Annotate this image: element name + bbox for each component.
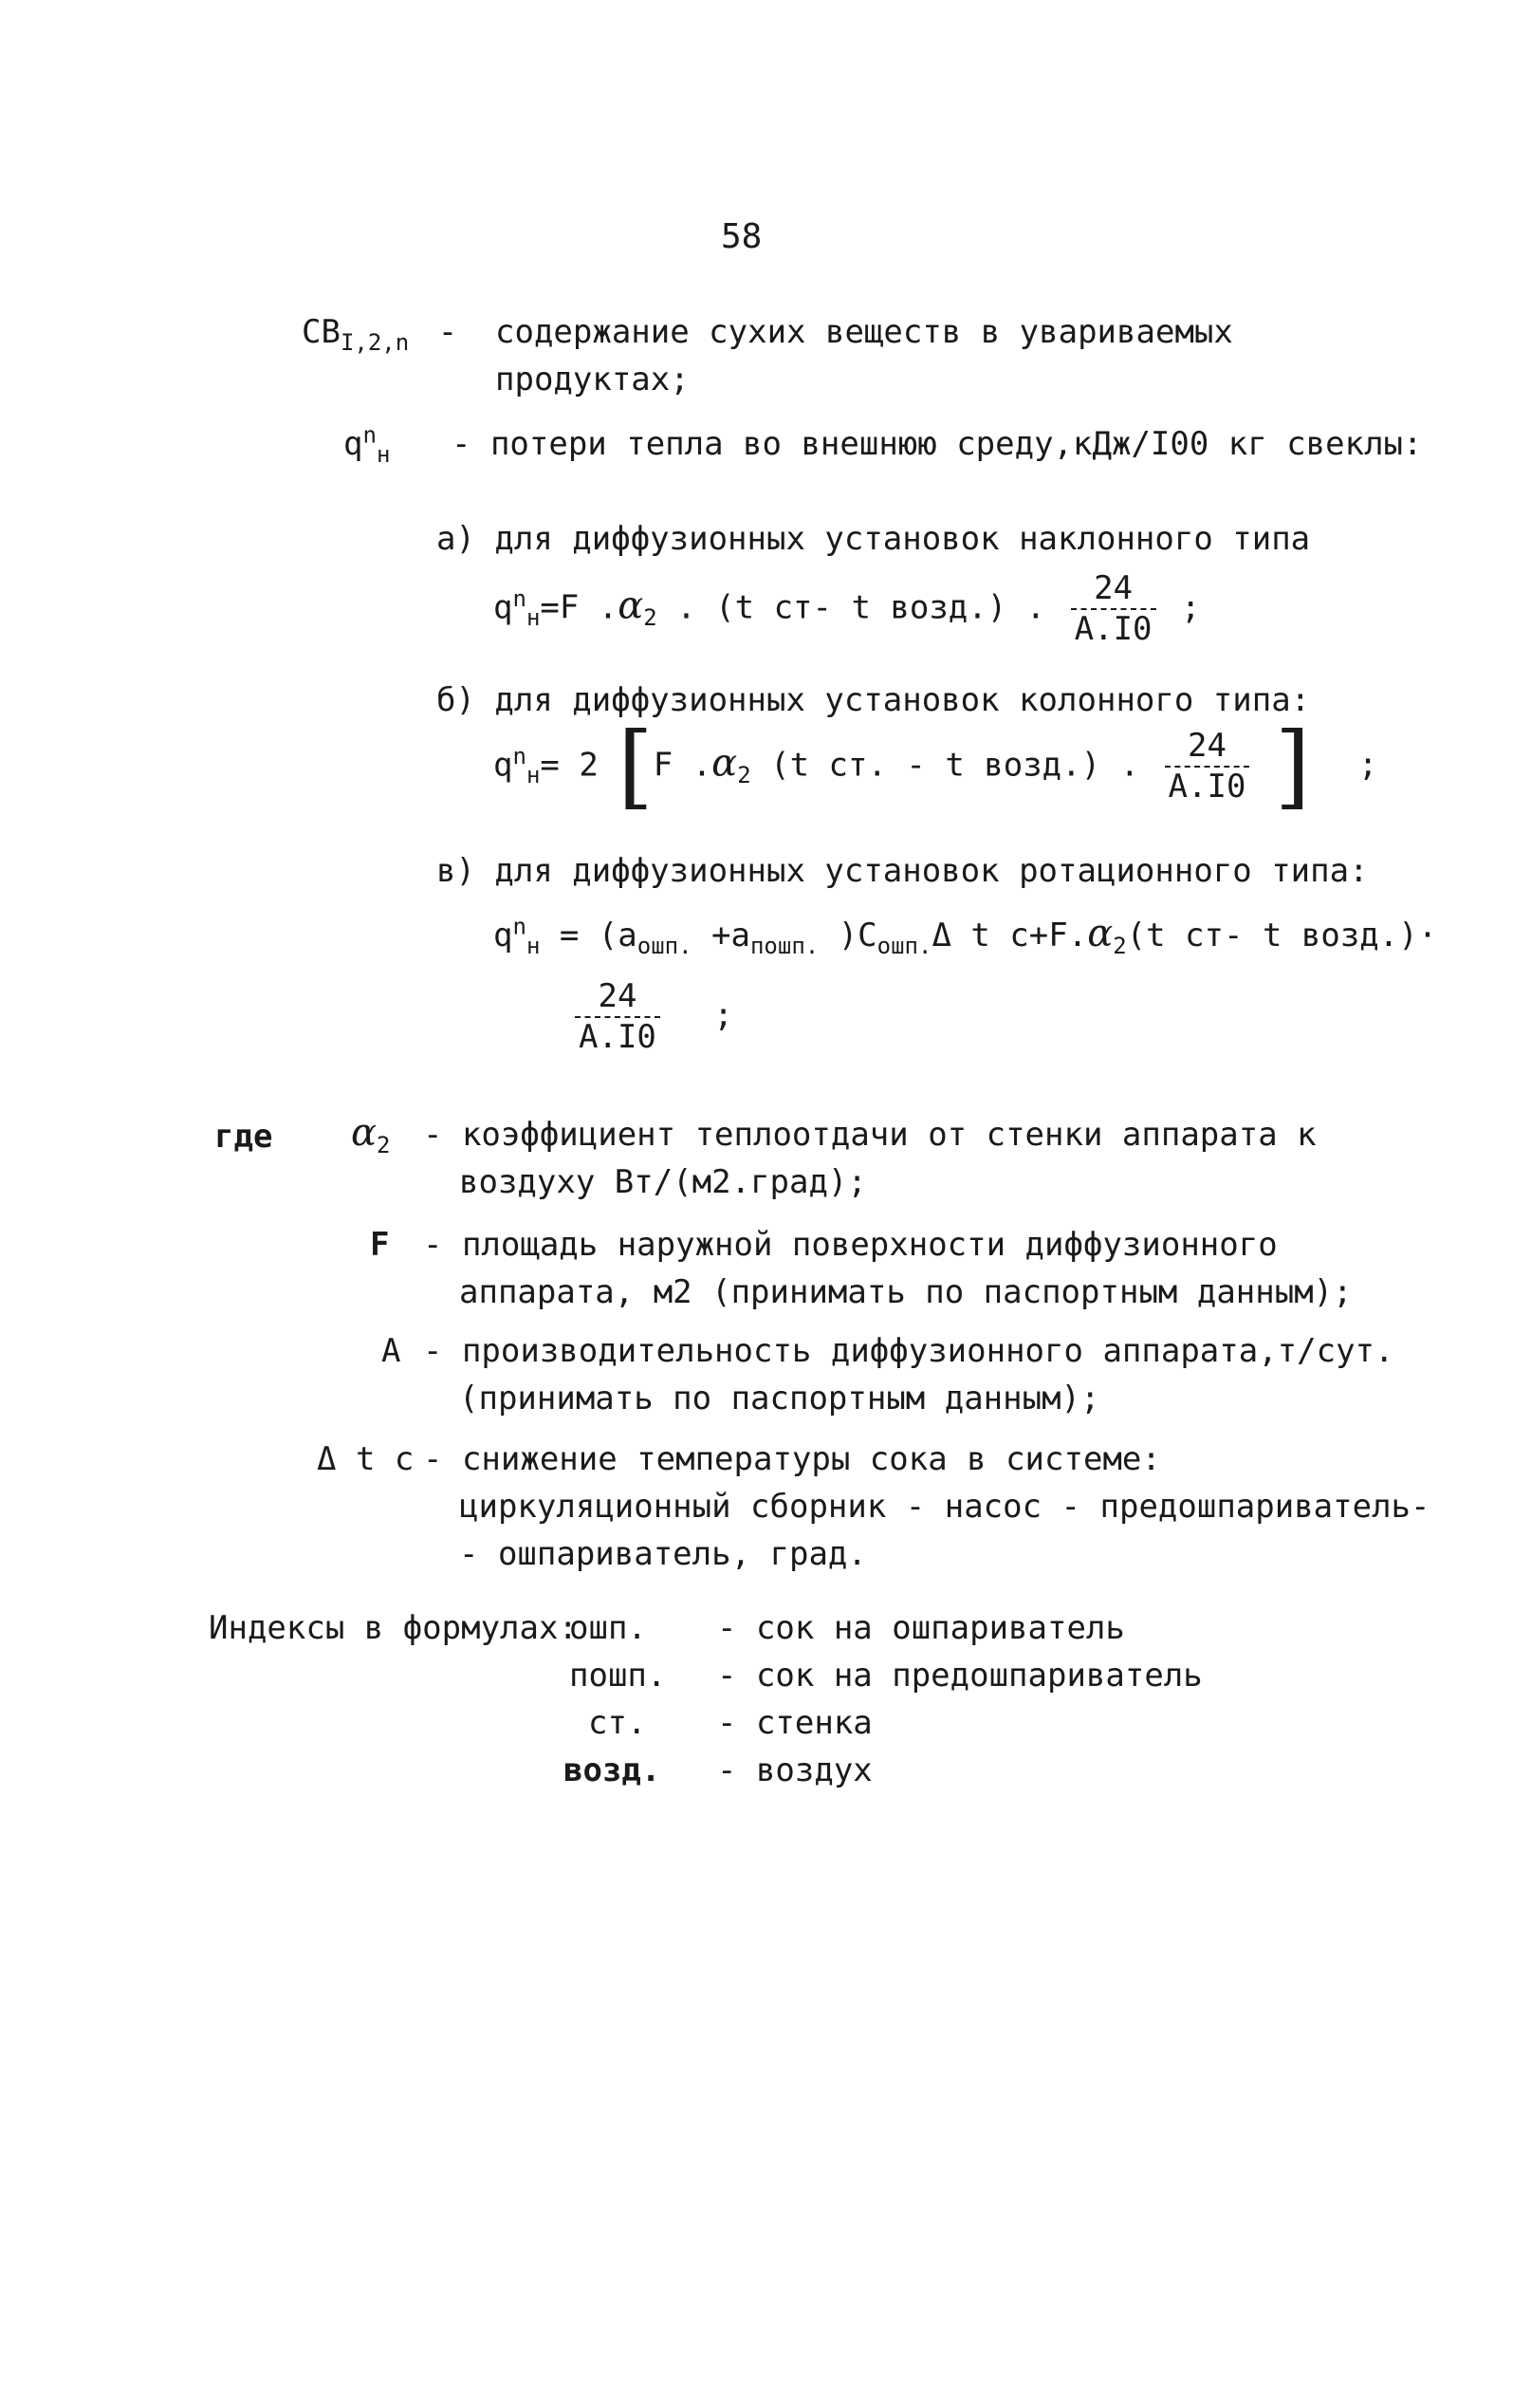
dt-text-line-2: циркуляционный сборник - насос - предошпариватель- <box>459 1488 1430 1526</box>
dt-text-line-3: - ошпариватель, град. <box>459 1535 867 1573</box>
item-c-formula: $q^n_н = (a_{ошп.} +a_{пошп.}$ )$C_{ошп.}\Delta$ t $c+F.\alpha_2(t$ ст- t возд.)· <box>493 912 1438 959</box>
a-text-line-1: - производительность диффузионного аппарата,т/сут. <box>423 1332 1394 1370</box>
index-key: возд. <box>563 1751 661 1789</box>
fraction-a: $\frac{24}{A.I0}$ <box>1071 569 1156 649</box>
index-value: - воздух <box>717 1751 873 1789</box>
index-value: - сок на предошпариватель <box>717 1657 1203 1695</box>
index-value: - стенка <box>717 1704 873 1742</box>
item-c-fraction: $\frac{24}{A.I0}$ ; <box>569 977 733 1057</box>
a-text-line-2: (принимать по паспортным данным); <box>459 1380 1100 1417</box>
item-c-label: в) для диффузионных установок ротационного типа: <box>436 852 1369 890</box>
cb-symbol: $СВ_{I,2,n}$ - <box>302 313 458 356</box>
index-value: - сок на ошпариватель <box>717 1609 1125 1647</box>
item-b-label: б) для диффузионных установок колонного типа: <box>436 681 1311 719</box>
alpha-symbol: $\alpha_2$ <box>351 1111 391 1158</box>
cb-text-line-2: продуктах; <box>495 361 690 398</box>
f-symbol: F <box>370 1226 390 1264</box>
index-key: ст. <box>588 1704 647 1742</box>
where-label: где <box>214 1118 273 1156</box>
alpha-text-line-1: - коэффициент теплоотдачи от стенки аппарата к <box>423 1116 1317 1154</box>
item-b-formula: $q^n_н= 2$ [F $.\alpha_2$ (t ст. - t возд.) . $\frac{24}{A.I0}$ ] ; <box>493 713 1378 820</box>
index-key: пошп. <box>569 1657 667 1695</box>
cb-text-line-1: содержание сухих веществ в увариваемых <box>495 313 1233 351</box>
q-text: - потери тепла во внешнюю среду,кДж/I00 кг свеклы: <box>452 425 1423 463</box>
dt-symbol: Δ t c <box>317 1440 415 1478</box>
a-symbol: A <box>381 1332 401 1370</box>
indices-label: Индексы в формулах: <box>209 1609 578 1647</box>
q-symbol: $q^n_н$ <box>343 421 391 468</box>
page-number: 58 <box>721 217 763 256</box>
f-text-line-1: - площадь наружной поверхности диффузионного <box>423 1226 1278 1264</box>
f-text-line-2: аппарата, м2 (принимать по паспортным данным); <box>459 1273 1353 1311</box>
item-a-label: а) для диффузионных установок наклонного типа <box>436 520 1311 558</box>
dt-text-line-1: - снижение температуры сока в системе: <box>423 1440 1161 1478</box>
alpha-text-line-2: воздуху Вт/(м2.град); <box>459 1163 867 1201</box>
fraction-b: $\frac{24}{A.I0}$ <box>1165 727 1250 806</box>
item-a-formula: $q^n_н=F$ $.\alpha_2$ . (t ст- t возд.) . $\frac{24}{A.I0}$ ; <box>493 569 1201 648</box>
index-key: ошп. <box>569 1609 647 1647</box>
